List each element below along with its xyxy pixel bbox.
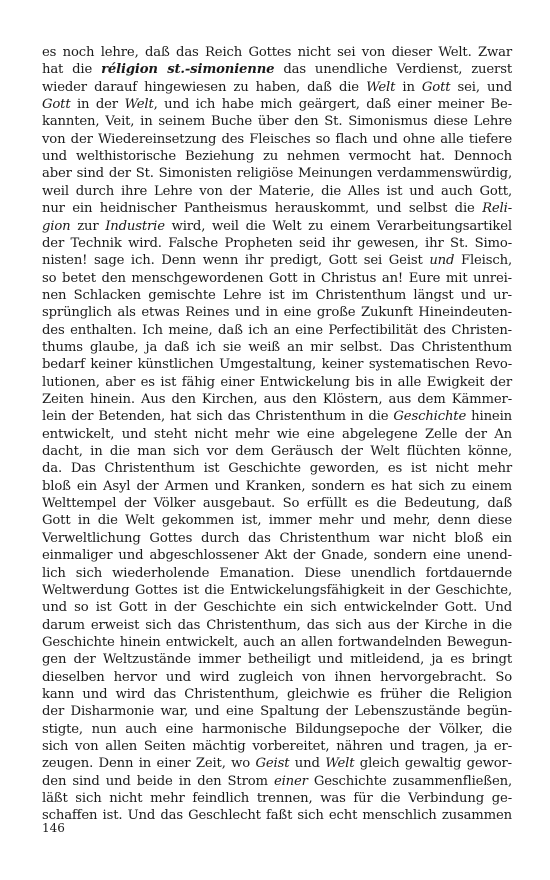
emphasized-text: Industrie (105, 218, 165, 234)
text-run: zur (70, 218, 106, 234)
emphasized-text: und (429, 253, 455, 269)
text-run: einmaliger und abgeschlossener Akt der Gnade, sondern eine unend- (42, 548, 512, 564)
emphasized-text: Gott (421, 79, 451, 95)
text-run: wird, weil die Welt zu einem Verarbeitungsartikel (164, 218, 512, 234)
emphasized-text: einer (273, 773, 308, 789)
text-run: stigte, nun auch eine harmonische Bildungsepoche der Völker, die (42, 721, 512, 737)
page-number: 146 (42, 821, 65, 835)
text-run: Gott in die Welt gekommen ist, immer mehr und mehr, denn diese (42, 513, 512, 529)
text-run: von der Wiedereinsetzung des Fleisches so flach und ohne alle tiefere (42, 131, 512, 147)
text-run: und welthistorische Beziehung zu nehmen vermocht hat. Dennoch (42, 149, 512, 165)
text-run: sich von allen Seiten mächtig vorbereitet, nähren und tragen, ja er- (42, 739, 512, 754)
text-run: hat die (42, 62, 102, 78)
text-run: nisten! sage ich. Denn wenn ihr predigt, Gott sei Geist (42, 253, 430, 269)
text-run: dieselben hervor und wird zugleich von ihnen hervorgebracht. So (42, 669, 512, 685)
text-run: wieder darauf hingewiesen zu haben, daß die (42, 79, 367, 95)
text-run: schaffen ist. Und das Geschlecht faßt sich echt menschlich zusammen (42, 808, 512, 824)
text-run: so betet den menschgewordenen Gott in Christus an! Eure mit unrei- (42, 270, 512, 286)
text-run: aber sind der St. Simonisten religiöse Meinungen verdammenswürdig, (42, 166, 512, 182)
text-run: gen der Weltzustände immer betheiligt und mitleidend, ja es bringt (42, 652, 512, 668)
text-run: darum erweist sich das Christenthum, das sich aus der Kirche in die (42, 617, 512, 633)
emphasized-text: Welt (366, 79, 396, 95)
text-run: nen Schlacken gemischte Lehre ist im Christenthum längst und ur- (42, 287, 512, 303)
text-run: da. Das Christenthum ist Geschichte geworden, es ist nicht mehr (42, 461, 512, 477)
text-run: entwickelt, und steht nicht mehr wie eine abgelegene Zelle der An (42, 426, 512, 442)
text-run: Verweltlichung Gottes durch das Christenthum war nicht bloß ein (42, 530, 512, 546)
text-run: des enthalten. Ich meine, daß ich an eine Perfectibilität des Christen- (42, 322, 512, 338)
text-run: thums glaube, ja daß ich sie weiß an mir selbst. Das Christenthum (42, 339, 512, 355)
text-run: Weltwerdung Gottes ist die Entwickelungsfähigkeit in der Geschichte, (42, 582, 512, 598)
emphasized-text: réligion st.-simonienne (101, 62, 275, 78)
text-run: gleich gewaltig gewor- (354, 756, 512, 772)
text-run: Geschichte hinein entwickelt, auch an allen fortwandelnden Bewegun- (42, 634, 512, 650)
text-run: Fleisch, (454, 253, 512, 269)
text-run: und so ist Gott in der Geschichte ein sich entwickelnder Gott. Und (42, 600, 512, 616)
text-run: lich sich wiederholende Emanation. Diese unendlich fortdauernde (42, 565, 512, 581)
text-line (42, 804, 512, 828)
text-run: der Disharmonie war, und eine Spaltung der Lebenszustände begün- (42, 704, 512, 720)
text-run: lutionen, aber es ist fähig einer Entwickelung bis in alle Ewigkeit der (42, 374, 512, 390)
text-run: , und ich habe mich geärgert, daß einer meiner Be- (153, 97, 512, 113)
text-run: in der (70, 97, 125, 113)
text-run: nur ein heidnischer Pantheismus herauskommt, und selbst die (42, 201, 483, 217)
text-run: kann und wird das Christenthum, gleichwie es früher die Religion (42, 686, 512, 702)
text-run: der Technik wird. Falsche Propheten seid ihr gewesen, ihr St. Simo- (42, 235, 512, 251)
text-run: weil durch ihre Lehre von der Materie, die Alles ist und auch Gott, (42, 183, 512, 199)
text-run: es noch lehre, daß das Reich Gottes nicht sei von dieser Welt. Zwar (42, 45, 512, 60)
emphasized-text: Geschichte (393, 409, 467, 425)
text-run: bloß ein Asyl der Armen und Kranken, sondern es hat sich zu einem (42, 478, 512, 494)
text-run: sei, und (450, 79, 512, 95)
text-run: das unendliche Verdienst, zuerst (274, 62, 512, 78)
emphasized-text: Reli- (482, 201, 512, 217)
text-run: dacht, in die man sich vor dem Geräusch der Welt flüchten könne, (42, 444, 512, 460)
text-run: bedarf keiner künstlichen Umgestaltung, keiner systematischen Revo- (42, 357, 512, 373)
text-run: zeugen. Denn in einer Zeit, wo (42, 756, 256, 772)
text-run: Zeiten hinein. Aus den Kirchen, aus den Klöstern, aus dem Kämmer- (42, 392, 512, 407)
text-run: kannten, Veit, in seinem Buche über den St. Simonismus diese Lehre (42, 114, 512, 130)
text-run: Geschichte zusammenfließen, (307, 773, 512, 789)
emphasized-text: Geist (255, 756, 290, 772)
emphasized-text: Welt (325, 756, 355, 772)
text-run: und (289, 756, 326, 772)
text-run: lein der Betenden, hat sich das Christenthum in die (42, 409, 394, 425)
text-run: den sind und beide in den Strom (42, 773, 274, 789)
text-run: sprünglich als etwas Reines und in eine große Zukunft Hineindeuten- (42, 305, 512, 321)
emphasized-text: gion (42, 218, 71, 234)
emphasized-text: Welt (124, 97, 154, 113)
text-run: Welttempel der Völker ausgebaut. So erfüllt es die Bedeutung, daß (42, 496, 512, 512)
text-run: hinein (466, 409, 512, 425)
text-run: in (395, 79, 422, 95)
emphasized-text: Gott (42, 97, 71, 113)
text-run: läßt sich nicht mehr feindlich trennen, was für die Verbindung ge- (42, 791, 512, 807)
